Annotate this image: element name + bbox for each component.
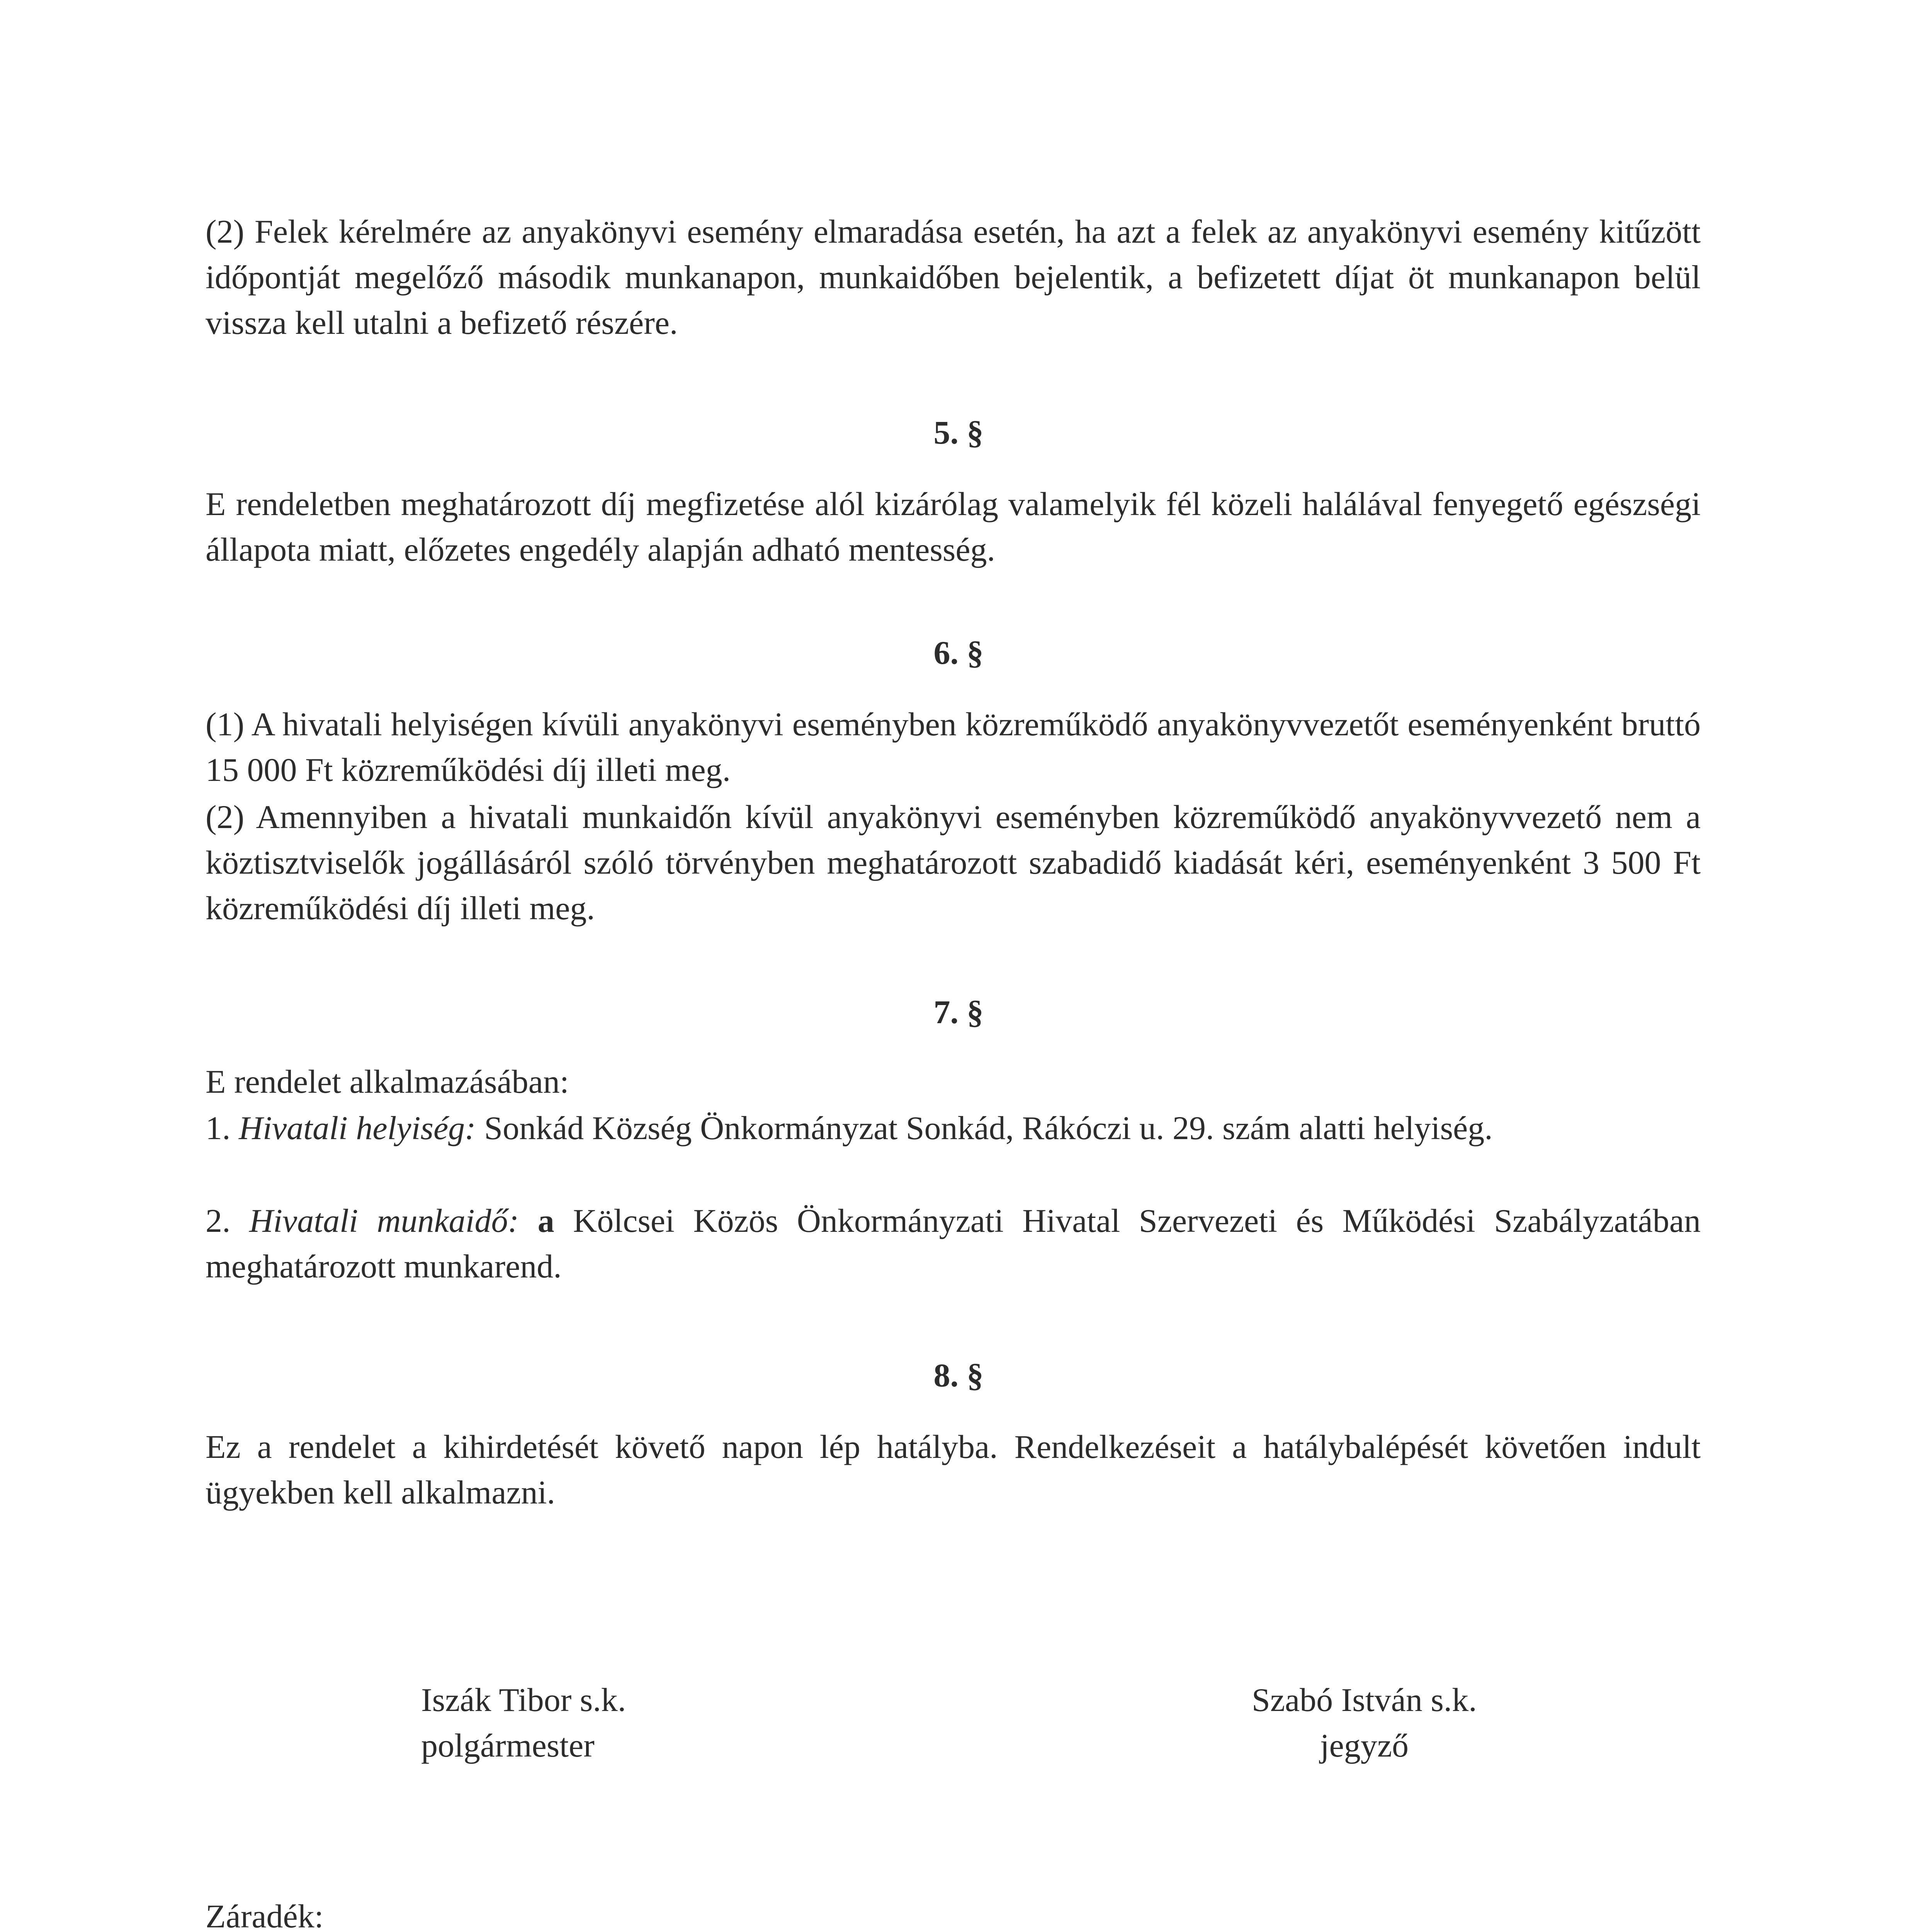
mayor-name: Iszák Tibor s.k. — [421, 1681, 626, 1718]
section-6-heading: 6. § — [933, 634, 984, 671]
section-5-heading: 5. § — [933, 414, 984, 451]
section-7-intro: E rendelet alkalmazásában: — [206, 1063, 569, 1100]
section-7-heading: 7. § — [933, 993, 984, 1031]
section-7-item-1 — [206, 1105, 1701, 1151]
paragraph-4-2: (2) Felek kérelmére az anyakönyvi esemény elmaradása esetén, ha azt a felek az anyakönyvi esemény kitűzött időpontját megelőző második munkanapon, munkaidőben bejelentik, a befizetett díjat öt munkanapon belül vissza kell utalni a befizető részére. — [206, 213, 1701, 341]
section-8-text: Ez a rendelet a kihirdetését követő napon lép hatályba. Rendelkezéseit a hatálybalépését követően indult ügyekben kell alkalmazni. — [206, 1428, 1701, 1511]
zaradek-label: Záradék: — [206, 1898, 324, 1932]
item-1-number: 1. — [206, 1109, 231, 1146]
section-5-text: E rendeletben meghatározott díj megfizetése alól kizárólag valamelyik fél közeli halálával fenyegető egészségi állapota miatt, előzetes engedély alapján adható mentesség. — [206, 485, 1701, 568]
section-8-heading: 8. § — [933, 1357, 984, 1394]
item-1-text: Sonkád Község Önkormányzat Sonkád, Rákóczi u. 29. szám alatti helyiség. — [484, 1109, 1493, 1146]
notary-title: jegyző — [1320, 1727, 1409, 1764]
section-6-paragraph-2: (2) Amennyiben a hivatali munkaidőn kívül anyakönyvi eseményben közreműködő anyakönyvvezető nem a köztisztviselők jogállásáról szóló törvényben meghatározott szabadidő kiadását kéri, eseményenként 3 500 Ft közreműködési díj illeti meg. — [206, 798, 1701, 927]
item-2-term: Hivatali munkaidő: — [249, 1202, 519, 1239]
item-2-number: 2. — [206, 1202, 231, 1239]
item-2-text: Kölcsei Közös Önkormányzati Hivatal Szervezeti és Működési Szabályzatában meghatározott munkarend. — [206, 1202, 1701, 1285]
mayor-title: polgármester — [421, 1727, 595, 1764]
section-6-paragraph-1: (1) A hivatali helyiségen kívüli anyakönyvi eseményben közreműködő anyakönyvvezetőt eseményenként bruttó 15 000 Ft közreműködési díj illeti meg. — [206, 706, 1701, 788]
right-signature-block — [1252, 1677, 1477, 1768]
section-7-item-2 — [206, 1198, 1701, 1289]
item-1-term: Hivatali helyiség: — [239, 1109, 476, 1146]
left-signature-block — [421, 1677, 626, 1768]
notary-name: Szabó István s.k. — [1252, 1681, 1477, 1718]
item-2-bold-article: a — [537, 1202, 554, 1239]
